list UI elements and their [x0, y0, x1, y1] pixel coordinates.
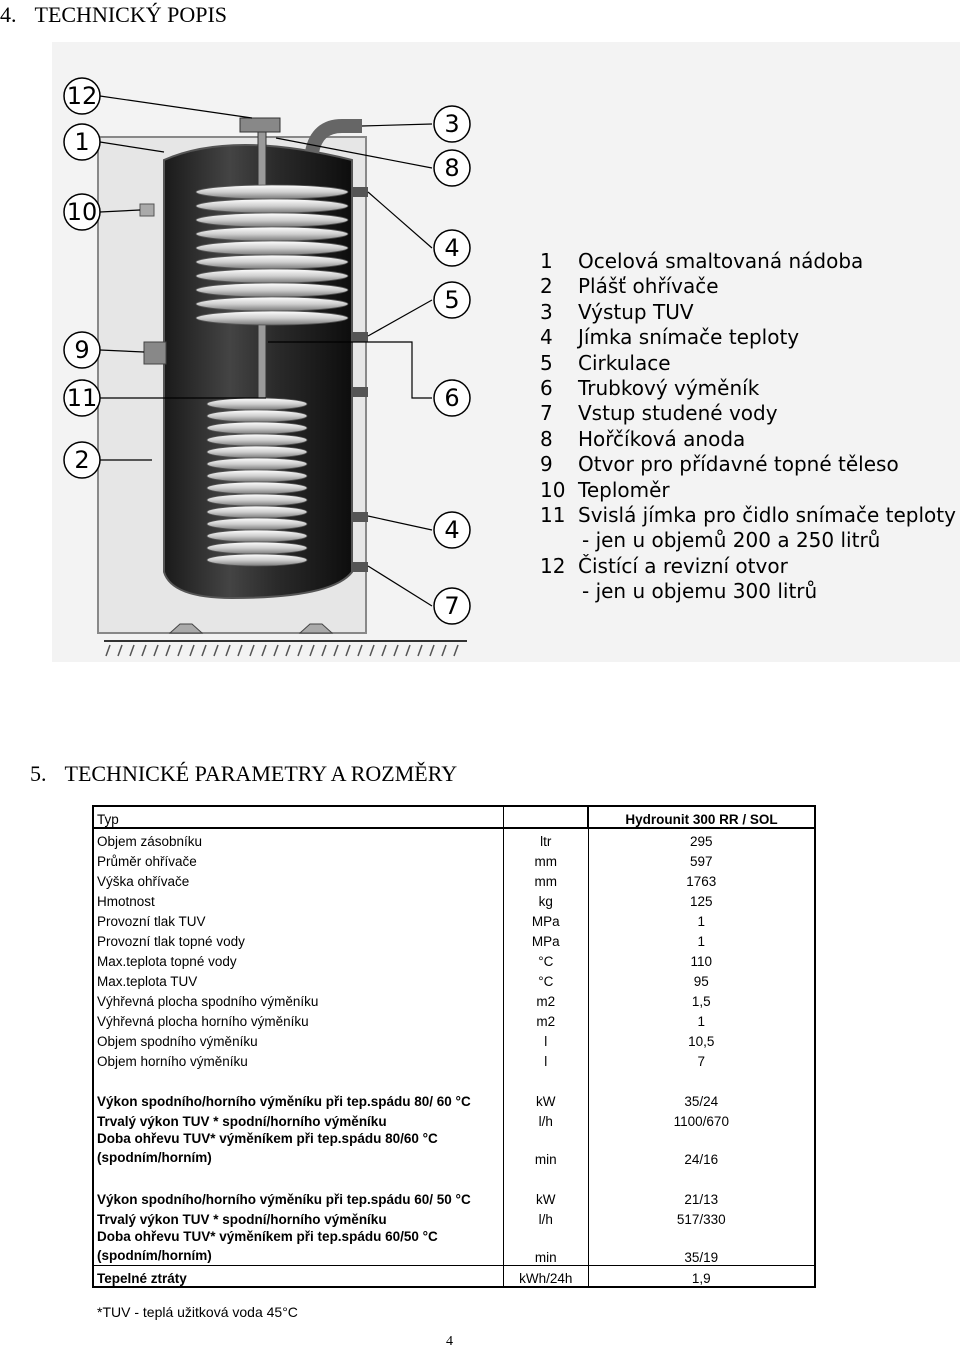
table-row: Výška ohřívače mm 1763: [93, 869, 815, 889]
svg-text:12: 12: [66, 82, 98, 110]
legend-item: [540, 325, 956, 350]
table-row: Doba ohřevu TUV* výměníkem při tep.spádu 60/50 °C (spodním/horním) min 35/19: [97, 1229, 719, 1265]
legend-number: 11: [540, 502, 566, 527]
legend-item: [540, 376, 956, 401]
svg-text:4: 4: [444, 234, 460, 262]
legend-number: 3: [540, 299, 553, 324]
legend-number: 7: [540, 401, 553, 426]
page-number: 4: [446, 1334, 453, 1349]
svg-text:10: 10: [66, 198, 98, 226]
legend-item: [540, 452, 956, 477]
legend-item: [540, 274, 956, 299]
svg-text:3: 3: [444, 110, 460, 138]
table-row: Objem horního výměníku l 7: [93, 1049, 815, 1069]
callout-2: [64, 442, 100, 478]
legend-number: 4: [540, 325, 553, 350]
callout-1: [64, 124, 100, 160]
callout-6: [434, 380, 470, 416]
inspection-opening: [240, 118, 280, 132]
table-row: Výhřevná plocha horního výměníku m2 1: [93, 1009, 815, 1029]
table-row: Výkon spodního/horního výměníku při tep.spádu 60/ 50 °C kW 21/13: [93, 1187, 815, 1207]
legend-text: Hořčíková anoda: [578, 426, 746, 451]
svg-text:6: 6: [444, 384, 460, 412]
svg-text:8: 8: [444, 154, 460, 182]
svg-text:2: 2: [74, 446, 90, 474]
legend-number: 10: [540, 477, 566, 502]
section-4-number: 4.: [0, 2, 17, 27]
table-row: Výkon spodního/horního výměníku při tep.spádu 80/ 60 °C kW 35/24: [93, 1089, 815, 1109]
diagram-legend: [540, 249, 956, 604]
table-row: Provozní tlak TUV MPa 1: [93, 909, 815, 929]
callout-10: [64, 194, 100, 230]
legend-item-note: [540, 579, 956, 604]
table-row: Tepelné ztráty kWh/24h 1,9: [93, 1266, 815, 1288]
legend-item: [540, 554, 956, 579]
callout-12: [64, 78, 100, 114]
table-row: Max.teplota topné vody °C 110: [93, 949, 815, 969]
section-5-number: 5.: [30, 761, 47, 786]
table-row: Průměr ohřívače mm 597: [93, 849, 815, 869]
table-row: Objem spodního výměníku l 10,5: [93, 1029, 815, 1049]
table-row: Objem zásobníku ltr 295: [93, 828, 815, 849]
legend-text: Cirkulace: [578, 350, 671, 375]
legend-item: [540, 249, 956, 274]
legend-text: Vstup studené vody: [578, 401, 778, 426]
legend-text: - jen u objemu 300 litrů: [582, 579, 818, 604]
section-5-title: TECHNICKÉ PARAMETRY A ROZMĚRY: [64, 761, 458, 786]
table-row: Provozní tlak topné vody MPa 1: [93, 929, 815, 949]
table-row: Hmotnost kg 125: [93, 889, 815, 909]
legend-item: [540, 503, 956, 528]
callout-5: [434, 282, 470, 318]
legend-number: 5: [540, 350, 553, 375]
callout-7: [434, 588, 470, 624]
callout-3: [434, 106, 470, 142]
callout-4-lower: [434, 512, 470, 548]
legend-number: 8: [540, 426, 553, 451]
table-row: Trvalý výkon TUV * spodní/horního výměníku l/h 517/330: [93, 1207, 815, 1227]
spacer-row: [93, 1069, 815, 1089]
svg-text:11: 11: [66, 384, 98, 412]
legend-number: 9: [540, 452, 553, 477]
table-header-row: [93, 806, 815, 828]
legend-item: [540, 427, 956, 452]
callout-4-upper: [434, 230, 470, 266]
table-row: Trvalý výkon TUV * spodní/horního výměníku l/h 1100/670: [93, 1109, 815, 1129]
section-5-heading: [30, 761, 457, 787]
svg-text:1: 1: [74, 128, 90, 156]
legend-item: [540, 351, 956, 376]
legend-text: Trubkový výměník: [578, 375, 760, 400]
header-model: Hydrounit 300 RR / SOL: [588, 806, 815, 828]
callout-8: [434, 150, 470, 186]
legend-text: Teploměr: [578, 477, 670, 502]
callout-9: [64, 332, 100, 368]
svg-text:4: 4: [444, 516, 460, 544]
legend-number: 1: [540, 249, 553, 273]
svg-text:7: 7: [444, 592, 460, 620]
technical-parameters-table: [92, 805, 816, 1288]
legend-item: [540, 478, 956, 503]
legend-number: 12: [540, 553, 566, 578]
legend-text: Čistící a revizní otvor: [578, 553, 788, 578]
footnote: *TUV - teplá užitková voda 45°C: [97, 1304, 298, 1320]
section-4-title: TECHNICKÝ POPIS: [34, 2, 228, 27]
table-row: Max.teplota TUV °C 95: [93, 969, 815, 989]
spacer-row: [93, 1167, 815, 1187]
legend-item: [540, 401, 956, 426]
header-type-label: Typ: [93, 806, 504, 828]
svg-text:5: 5: [444, 286, 460, 314]
legend-text: Jímka snímače teploty: [578, 325, 800, 350]
callout-11: [64, 380, 100, 416]
section-4-heading: [0, 2, 227, 28]
legend-text: - jen u objemů 200 a 250 litrů: [582, 528, 881, 553]
svg-text:9: 9: [74, 336, 90, 364]
legend-item-note: [540, 528, 956, 553]
legend-text: Svislá jímka pro čidlo snímače teploty: [578, 502, 956, 527]
legend-text: Výstup TUV: [578, 299, 694, 324]
legend-text: Ocelová smaltovaná nádoba: [578, 249, 864, 273]
legend-item: [540, 300, 956, 325]
table-row: Výhřevná plocha spodního výměníku m2 1,5: [93, 989, 815, 1009]
legend-text: Plášť ohřívače: [578, 274, 719, 299]
legend-number: 2: [540, 274, 553, 299]
legend-number: 6: [540, 375, 553, 400]
legend-text: Otvor pro přídavné topné těleso: [578, 452, 899, 477]
table-row: Doba ohřevu TUV* výměníkem při tep.spádu 80/60 °C (spodním/horním) min 24/16: [97, 1131, 719, 1167]
